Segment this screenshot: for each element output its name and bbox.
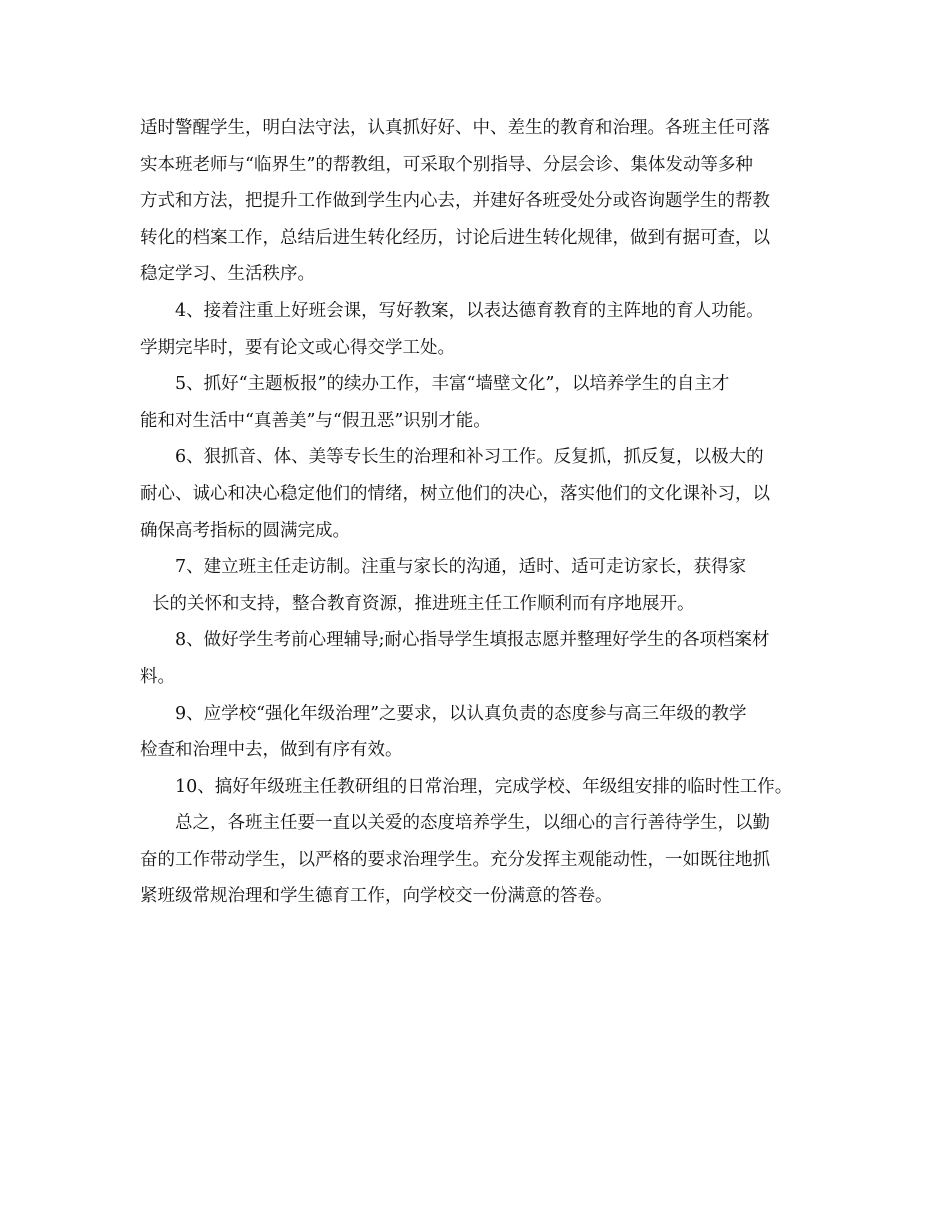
text-line: 长的关怀和支持，整合教育资源，推进班主任工作顺利而有序地展开。 <box>152 593 695 614</box>
item-5-line: 5、抓好“主题板报”的续办工作，丰富“墙壁文化”，以培养学生的自主才 <box>175 374 730 395</box>
text-line: 确保高考指标的圆满完成。 <box>140 520 350 541</box>
text-line: 耐心、诚心和决心稳定他们的情绪，树立他们的决心，落实他们的文化课补习，以 <box>140 483 770 504</box>
text-line: 检查和治理中去，做到有序有效。 <box>140 740 403 761</box>
text-line: 转化的档案工作，总结后进生转化经历，讨论后进生转化规律，做到有据可查，以 <box>140 227 770 248</box>
item-9-line: 9、应学校“强化年级治理”之要求，以认真负责的态度参与高三年级的教学 <box>175 703 747 724</box>
text-line: 稳定学习、生活秩序。 <box>140 264 315 285</box>
text-line: 料。 <box>140 666 175 687</box>
text-line: 奋的工作带动学生，以严格的要求治理学生。充分发挥主观能动性，一如既往地抓 <box>140 849 770 870</box>
text-line: 适时警醒学生，明白法守法，认真抓好好、中、差生的教育和治理。各班主任可落 <box>140 118 770 138</box>
item-8-line: 8、做好学生考前心理辅导;耐心指导学生填报志愿并整理好学生的各项档案材 <box>175 630 770 651</box>
document-body <box>140 110 830 915</box>
text-line: 能和对生活中“真善美”与“假丑恶”识别才能。 <box>140 410 491 431</box>
summary-line: 总之，各班主任要一直以关爱的态度培养学生，以细心的言行善待学生，以勤 <box>175 813 770 834</box>
text-line: 方式和方法，把提升工作做到学生内心去，并建好各班受处分或咨询题学生的帮教 <box>140 191 770 212</box>
item-7-line: 7、建立班主任走访制。注重与家长的沟通，适时、适可走访家长，获得家 <box>175 557 747 578</box>
item-4-line: 4、接着注重上好班会课，写好教案，以表达德育教育的主阵地的育人功能。 <box>175 300 764 321</box>
text-line: 学期完毕时，要有论文或心得交学工处。 <box>140 337 455 358</box>
text-line: 紧班级常规治理和学生德育工作，向学校交一份满意的答卷。 <box>140 886 613 907</box>
item-10-line: 10、搞好年级班主任教研组的日常治理，完成学校、年级组安排的临时性工作。 <box>175 776 793 797</box>
text-line: 实本班老师与“临界生”的帮教组，可采取个别指导、分层会诊、集体发动等多种 <box>140 154 753 175</box>
item-6-line: 6、狠抓音、体、美等专长生的治理和补习工作。反复抓，抓反复，以极大的 <box>175 447 764 468</box>
